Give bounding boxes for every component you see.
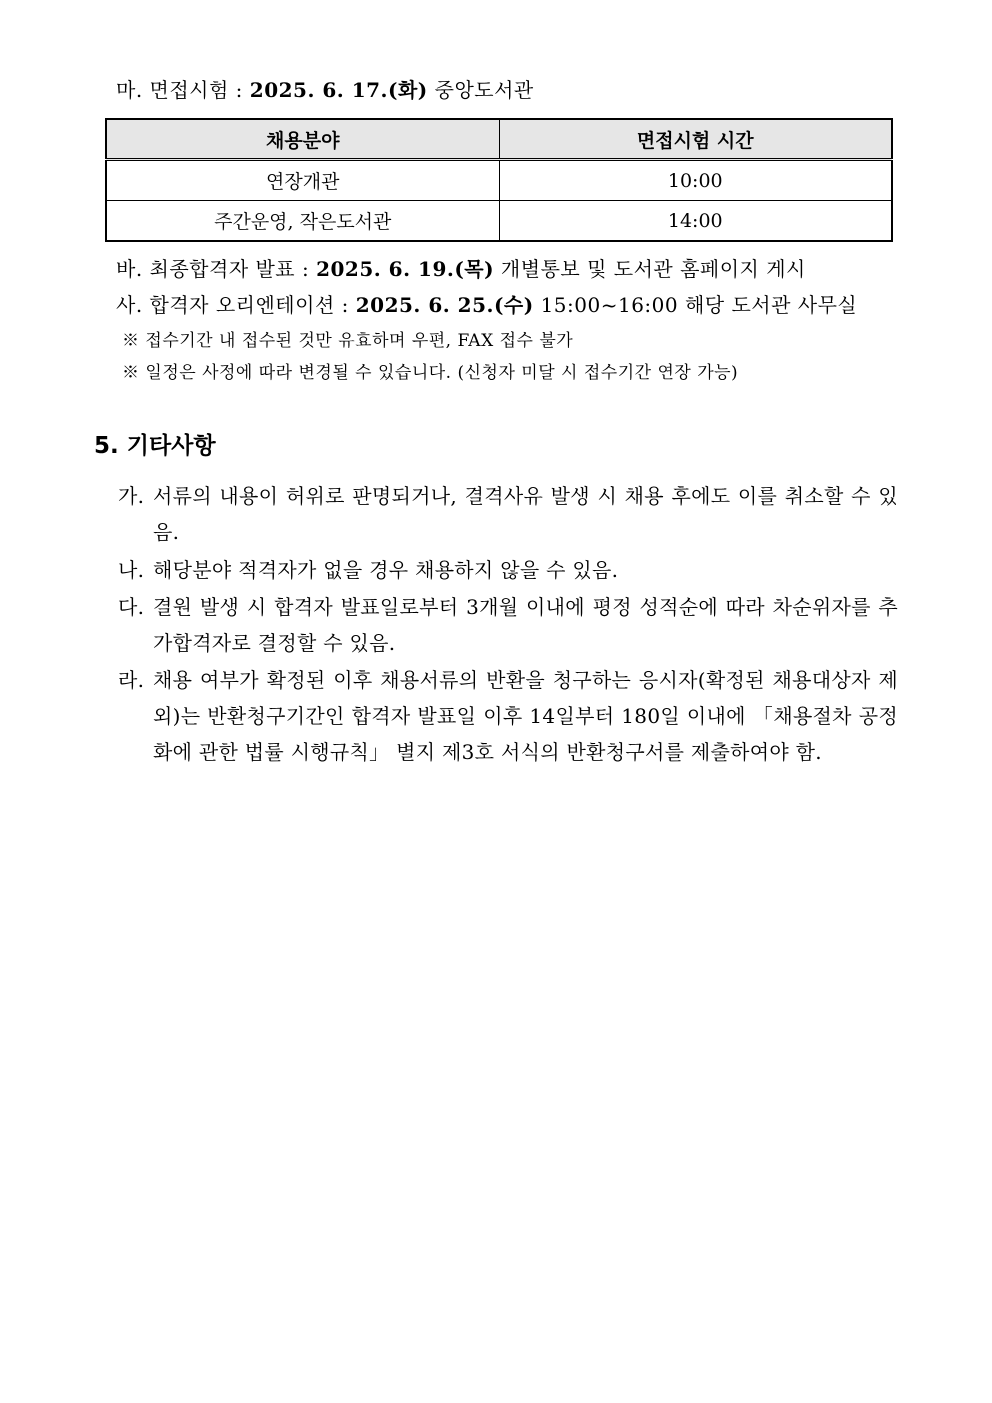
list-item-text: 채용 여부가 확정된 이후 채용서류의 반환을 청구하는 응시자(확정된 채용대상자 제외)는 반환청구기간인 합격자 발표일 이후 14일부터 180일 이내에 「채용절차 공정화에 관한 법률 시행규칙」 별지 제3호 서식의 반환청구서를 제출하여야 함. bbox=[153, 668, 898, 764]
list-item-text: 결원 발생 시 합격자 발표일로부터 3개월 이내에 평정 성적순에 따라 차순위자를 추가합격자로 결정할 수 있음. bbox=[153, 595, 898, 655]
table-cell-time: 10:00 bbox=[499, 160, 892, 201]
note-line: ※ 접수기간 내 접수된 것만 유효하며 우편, FAX 접수 불가 bbox=[122, 331, 574, 351]
orientation-line bbox=[116, 291, 857, 319]
interview-date: 2025. 6. 17.(화) bbox=[249, 78, 428, 102]
list-item bbox=[118, 478, 898, 550]
table-row bbox=[106, 201, 892, 242]
table-row bbox=[106, 160, 892, 201]
table-cell-time: 14:00 bbox=[499, 201, 892, 242]
interview-schedule-line bbox=[116, 76, 534, 104]
list-item bbox=[118, 552, 898, 588]
table-cell-field: 주간운영, 작은도서관 bbox=[106, 201, 499, 242]
final-announcement-line bbox=[116, 255, 806, 283]
table-cell-field: 연장개관 bbox=[106, 160, 499, 201]
table-header-row bbox=[106, 119, 892, 160]
list-item bbox=[118, 589, 898, 661]
note-line: ※ 일정은 사정에 따라 변경될 수 있습니다. (신청자 미달 시 접수기간 연장 가능) bbox=[122, 363, 739, 383]
interview-schedule-table bbox=[105, 118, 893, 242]
orientation-label: 사. 합격자 오리엔테이션 : bbox=[116, 293, 356, 317]
table-header-field: 채용분야 bbox=[106, 119, 499, 160]
list-item-text: 서류의 내용이 허위로 판명되거나, 결격사유 발생 시 채용 후에도 이를 취소할 수 있음. bbox=[153, 484, 898, 544]
table-header-time: 면접시험 시간 bbox=[499, 119, 892, 160]
list-item-label: 가. bbox=[118, 484, 145, 508]
list-item-text: 해당분야 적격자가 없을 경우 채용하지 않을 수 있음. bbox=[153, 558, 619, 582]
section-title: 5. 기타사항 bbox=[94, 433, 216, 459]
list-item-label: 다. bbox=[118, 595, 145, 619]
orientation-desc: 15:00~16:00 해당 도서관 사무실 bbox=[533, 293, 858, 317]
final-date: 2025. 6. 19.(목) bbox=[316, 257, 495, 281]
interview-place: 중앙도서관 bbox=[427, 78, 534, 102]
list-item-label: 라. bbox=[118, 668, 145, 692]
final-desc: 개별통보 및 도서관 홈페이지 게시 bbox=[494, 257, 806, 281]
interview-label: 마. 면접시험 : bbox=[116, 78, 250, 102]
final-label: 바. 최종합격자 발표 : bbox=[116, 257, 317, 281]
orientation-date: 2025. 6. 25.(수) bbox=[355, 293, 534, 317]
list-item bbox=[118, 662, 898, 770]
list-item-label: 나. bbox=[118, 558, 145, 582]
